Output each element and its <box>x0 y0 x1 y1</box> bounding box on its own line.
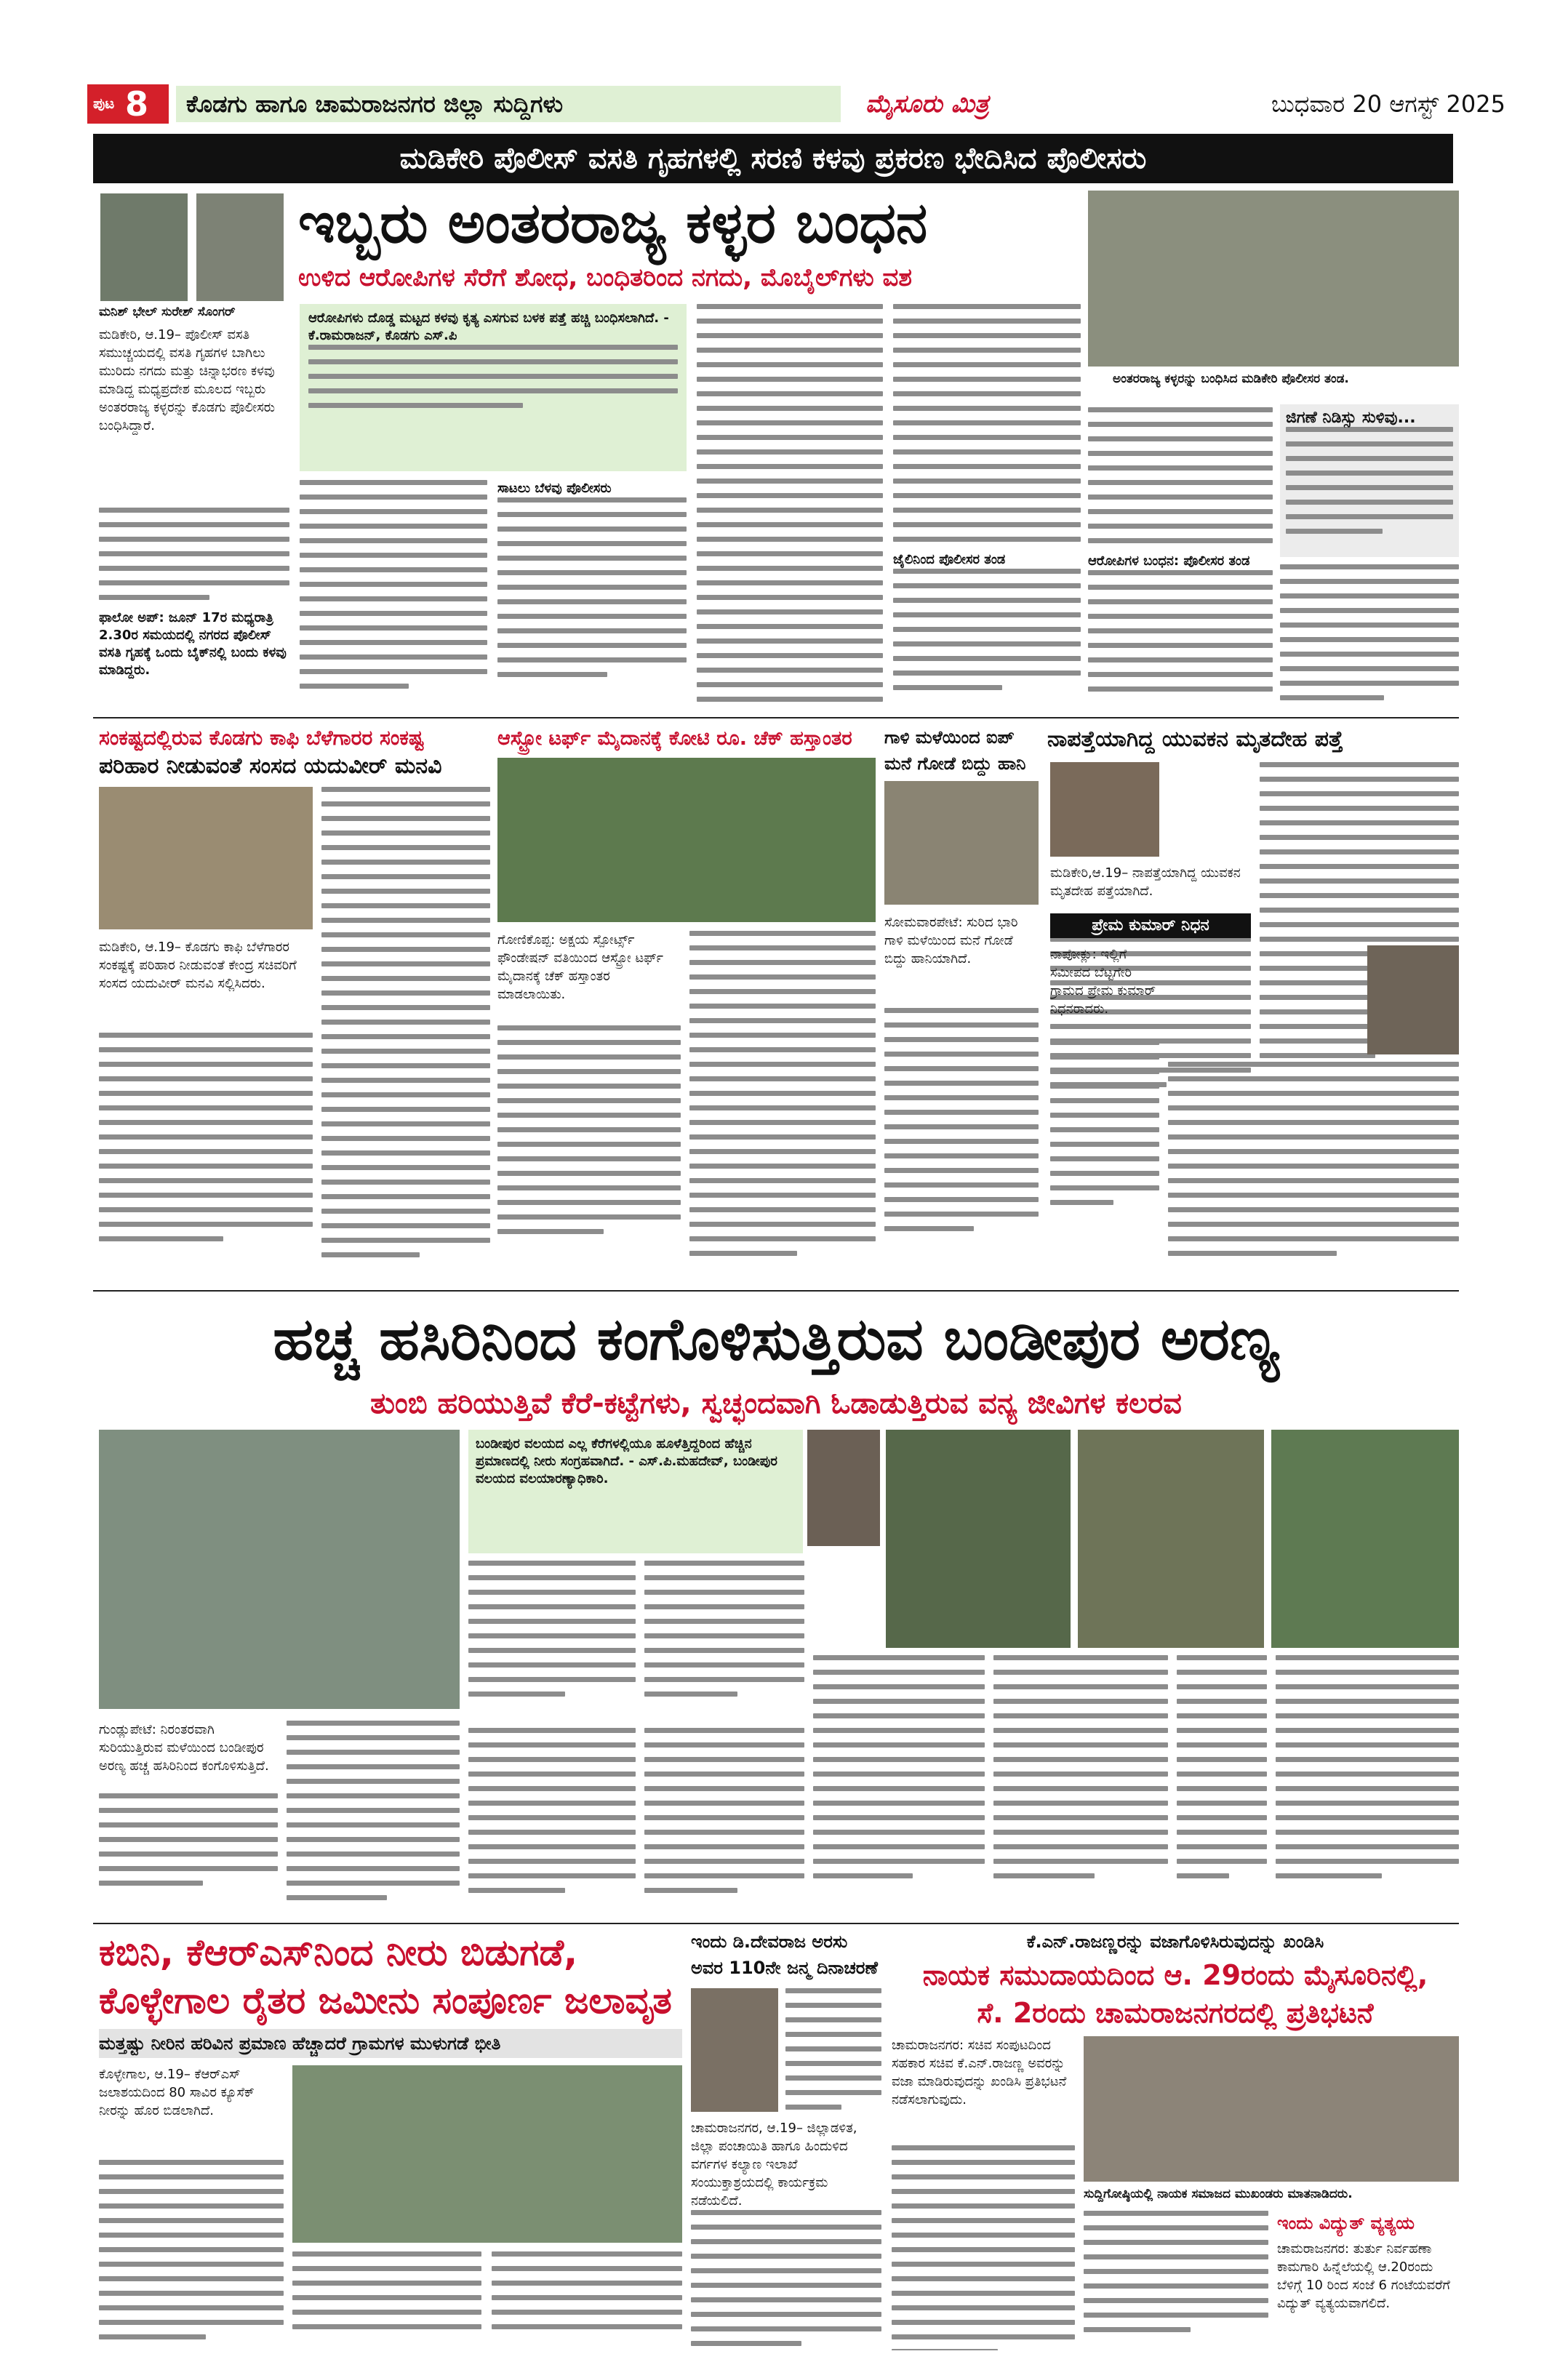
story8-side <box>785 1988 881 2112</box>
story9-lead: ಚಾಮರಾಜನಗರ: ಸಚಿವ ಸಂಪುಟದಿಂದ ಸಹಕಾರ ಸಚಿವ ಕೆ.ಎನ್.ರಾಜಣ್ಣ ಅವರನ್ನು ವಜಾ ಮಾಡಿರುವುದನ್ನು ಖಂಡಿಸಿ ಪ್ರತಿಭಟನೆ ನಡೆಸಲಾಗುವುದು. <box>892 2038 1067 2107</box>
page-number-box <box>87 84 169 124</box>
story6-quote: ಬಂಡೀಪುರ ವಲಯದ ಎಲ್ಲ ಕೆರೆಗಳಲ್ಲಿಯೂ ಹೂಳೆತ್ತಿದ್ದರಿಂದ ಹೆಚ್ಚಿನ ಪ್ರಮಾಣದಲ್ಲಿ ನೀರು ಸಂಗ್ರಹವಾಗಿದೆ. - ಎಸ್.ಪಿ.ಮಹದೇವ್, ಬಂಡೀಪುರ ವಲಯದ ವಲಯಾರಣ್ಯಾಧಿಕಾರಿ. <box>476 1436 777 1486</box>
story8-lead: ಚಾಮರಾಜನಗರ, ಆ.19– ಜಿಲ್ಲಾಡಳಿತ, ಜಿಲ್ಲಾ ಪಂಚಾಯಿತಿ ಹಾಗೂ ಹಿಂದುಳಿದ ವರ್ಗಗಳ ಕಲ್ಯಾಣ ಇಲಾಖೆ ಸಂಯುಕ್ತಾಶ್ರಯದಲ್ಲಿ ಕಾರ್ಯಕ್ರಮ ನಡೆಯಲಿದೆ. <box>691 2121 857 2209</box>
story1-subhead4: ಆರೋಪಿಗಳ ಬಂಧನ: ಪೊಲೀಸರ ತಂಡ <box>1088 553 1250 569</box>
story6-col7 <box>813 1655 985 1915</box>
story1-col1 <box>99 326 289 711</box>
story7-col3 <box>492 2251 682 2350</box>
page-label: ಪುಟ <box>93 95 115 112</box>
story6-col8 <box>993 1655 1168 1915</box>
story1-headline: ಇಬ್ಬರು ಅಂತರರಾಜ್ಯ ಕಳ್ಳರ ಬಂಧನ <box>298 191 928 256</box>
story6-col2 <box>644 1561 804 1721</box>
story1-followup: ಫಾಲೋ ಅಪ್: ಜೂನ್ 17ರ ಮಧ್ಯರಾತ್ರಿ 2.30ರ ಸಮಯದಲ್ಲಿ ನಗರದ ಪೊಲೀಸ್ ವಸತಿ ಗೃಹಕ್ಕೆ ಒಂದು ಬೈಕ್‌ನಲ್ಲಿ ಬಂದು ಕಳವು ಮಾಡಿದ್ದರು. <box>99 610 287 678</box>
page-number: 8 <box>125 84 149 124</box>
story4-headline: ಗಾಳಿ ಮಳೆಯಿಂದ ಐಪ್ <box>884 727 1015 748</box>
police-photo-caption: ಅಂತರರಾಜ್ಯ ಕಳ್ಳರನ್ನು ಬಂಧಿಸಿದ ಮಡಿಕೇರಿ ಪೊಲೀಸರ ತಂಡ. <box>1113 372 1349 386</box>
suspect-photo-1 <box>100 193 188 301</box>
story1-quote: ಆರೋಪಿಗಳು ದೊಡ್ಡ ಮಟ್ಟದ ಕಳವು ಕೃತ್ಯ ಎಸಗುವ ಬಳಕ ಪತ್ತೆ ಹಚ್ಚಿ ಬಂಧಿಸಲಾಗಿದೆ. - ಕೆ.ರಾಮರಾಜನ್, ಕೊಡಗು ಎಸ್.ಪಿ <box>308 311 669 343</box>
story5-headline: ನಾಪತ್ತೆಯಾಗಿದ್ದ ಯುವಕನ ಮೃತದೇಹ ಪತ್ತೆ <box>1047 726 1343 752</box>
story2-col1 <box>99 938 313 1283</box>
story10-col1 <box>1277 2240 1459 2350</box>
house-damage-photo <box>884 781 1039 905</box>
press-meet-caption: ಸುದ್ದಿಗೋಷ್ಠಿಯಲ್ಲಿ ನಾಯಕ ಸಮಾಜದ ಮುಖಂಡರು ಮಾತನಾಡಿದರು. <box>1084 2187 1353 2201</box>
story6-col10 <box>1276 1655 1459 1915</box>
story7-lead: ಕೊಳ್ಳೇಗಾಲ, ಆ.19– ಕೆಆರ್‌ಎಸ್ ಜಲಾಶಯದಿಂದ 80 ಸಾವಿರ ಕ್ಯೂಸೆಕ್ ನೀರನ್ನು ಹೊರ ಬಿಡಲಾಗಿದೆ. <box>99 2067 255 2118</box>
police-team-photo <box>1088 191 1459 367</box>
story4-headline2: ಮನೆ ಗೋಡೆ ಬಿದ್ದು ಹಾನಿ <box>884 753 1026 774</box>
story3-headline: ಆಸ್ಟ್ರೋ ಟರ್ಫ್ ಮೈದಾನಕ್ಕೆ ಕೋಟಿ ರೂ. ಚೆಕ್ ಹಸ್ತಾಂತರ <box>497 727 852 750</box>
mug-caption: ಮನಿಶ್ ಭೇಲ್ ಸುರೇಶ್ ಸೊಂಗರ್ <box>99 305 236 319</box>
story1-col4 <box>697 304 883 711</box>
story6-col4 <box>287 1721 460 1915</box>
forest-lake-photo <box>99 1430 460 1709</box>
story1-sidebar-title: ಜಿಗಣೆ ನಿಡಿಸ್ಸು ಸುಳಿವು... <box>1286 409 1416 427</box>
story5-lead: ಮಡಿಕೇರಿ,ಆ.19– ನಾಪತ್ತೆಯಾಗಿದ್ದ ಯುವಕನ ಮೃತದೇಹ ಪತ್ತೆಯಾಗಿದೆ. <box>1050 865 1241 899</box>
story1-col3 <box>497 480 687 711</box>
story1-col7 <box>1280 564 1459 711</box>
story6-col6 <box>644 1728 804 1915</box>
story3-lead: ಗೋಣಿಕೊಪ್ಪ: ಅಕ್ಷಯ ಸ್ಪೋರ್ಟ್ಸ್ ಫೌಂಡೇಷನ್ ವತಿಯಿಂದ ಆಸ್ಟ್ರೋ ಟರ್ಫ್ ಮೈದಾನಕ್ಕೆ ಚೆಕ್ ಹಸ್ತಾಂತರ ಮಾಡಲಾಯಿತು. <box>497 932 663 1002</box>
tiger-photo <box>886 1430 1071 1648</box>
story1-subhead2: ಸಾಟಲು ಬೆಳವು ಪೊಲೀಸರು <box>497 481 612 496</box>
press-meet-photo <box>1084 2036 1459 2182</box>
story6-col3 <box>99 1721 278 1915</box>
flooded-field-photo <box>292 2065 682 2243</box>
divider <box>93 717 1459 718</box>
forest-aerial-photo <box>1271 1430 1459 1648</box>
story4-col1 <box>884 913 1039 1283</box>
divider <box>93 1923 1459 1924</box>
obit-col2 <box>1168 1062 1459 1283</box>
story9-col1 <box>892 2036 1075 2350</box>
divider <box>93 1290 1459 1292</box>
story7-kicker: ಮತ್ತಷ್ಟು ನೀರಿನ ಹರಿವಿನ ಪ್ರಮಾಣ ಹೆಚ್ಚಾದರೆ ಗ್ರಾಮಗಳ ಮುಳುಗಡೆ ಭೀತಿ <box>99 2029 682 2058</box>
story1-sidebar <box>1280 404 1459 557</box>
astro-turf-photo <box>497 758 876 922</box>
story1-col5 <box>893 304 1081 711</box>
story2-headline: ಸಂಕಷ್ಟದಲ್ಲಿರುವ ಕೊಡಗು ಕಾಫಿ ಬೆಳೆಗಾರರ ಸಂಕಷ್ಟ <box>99 726 424 750</box>
leopard-photo <box>1078 1430 1264 1648</box>
section-title: ಕೊಡಗು ಹಾಗೂ ಚಾಮರಾಜನಗರ ಜಿಲ್ಲಾ ಸುದ್ದಿಗಳು <box>176 86 841 122</box>
story6-subhead: ತುಂಬಿ ಹರಿಯುತ್ತಿವೆ ಕೆರೆ-ಕಟ್ಟೆಗಳು, ಸ್ವಚ್ಛಂದವಾಗಿ ಓಡಾಡುತ್ತಿರುವ ವನ್ಯ ಜೀವಿಗಳ ಕಲರವ <box>370 1387 1182 1420</box>
obit-lead: ನಾಪೋಕ್ಲು: ಇಲ್ಲಿಗೆ ಸಮೀಪದ ಬೆಟ್ಟಗೇರಿ ಗ್ರಾಮದ ಪ್ರೇಮ ಕುಮಾರ್ ನಿಧನರಾದರು. <box>1050 947 1156 1017</box>
story9-col2 <box>1084 2211 1268 2350</box>
story6-col5 <box>468 1728 636 1915</box>
story9-headline2: ಸೆ. 2ರಂದು ಚಾಮರಾಜನಗರದಲ್ಲಿ ಪ್ರತಿಭಟನೆ <box>977 1997 1374 2029</box>
story7-headline2: ಕೊಳ್ಳೇಗಾಲ ರೈತರ ಜಮೀನು ಸಂಪೂರ್ಣ ಜಲಾವೃತ <box>99 1979 672 2022</box>
story8-headline: ಇಂದು ಡಿ.ದೇವರಾಜ ಅರಸು <box>691 1931 848 1952</box>
obit-photo <box>1367 945 1459 1054</box>
obit-title: ಪ್ರೇಮ ಕುಮಾರ್ ನಿಧನ <box>1050 913 1251 938</box>
story1-col2 <box>300 480 487 711</box>
story2-col2 <box>321 787 490 1283</box>
story1-banner: ಮಡಿಕೇರಿ ಪೊಲೀಸ್ ವಸತಿ ಗೃಹಗಳಲ್ಲಿ ಸರಣಿ ಕಳವು ಪ್ರಕರಣ ಭೇದಿಸಿದ ಪೊಲೀಸರು <box>93 134 1453 183</box>
suspect-photo-2 <box>196 193 284 301</box>
paper-logo: ಮೈಸೂರು ಮಿತ್ರ <box>865 89 989 119</box>
story1-subhead: ಉಳಿದ ಆರೋಪಿಗಳ ಸೆರೆಗೆ ಶೋಧ, ಬಂಧಿತರಿಂದ ನಗದು, ಮೊಬೈಲ್‌ಗಳು ವಶ <box>298 263 913 292</box>
story3-col2 <box>689 931 876 1283</box>
officer-photo <box>807 1430 880 1546</box>
story9-kicker: ಕೆ.ಎನ್.ರಾಜಣ್ಣರನ್ನು ವಜಾಗೊಳಿಸಿರುವುದನ್ನು ಖಂಡಿಸಿ <box>1026 1931 1324 1952</box>
story6-headline: ಹಚ್ಚ ಹಸಿರಿನಿಂದ ಕಂಗೊಳಿಸುತ್ತಿರುವ ಬಂಡೀಪುರ ಅರಣ್ಯ <box>273 1305 1279 1373</box>
story6-lead: ಗುಂಡ್ಲುಪೇಟೆ: ನಿರಂತರವಾಗಿ ಸುರಿಯುತ್ತಿರುವ ಮಳೆಯಿಂದ ಬಂಡೀಪುರ ಅರಣ್ಯ ಹಚ್ಚ ಹಸಿರಿನಿಂದ ಕಂಗೊಳಿಸುತ್ತಿದೆ. <box>99 1722 269 1774</box>
story10-lead: ಚಾಮರಾಜನಗರ: ತುರ್ತು ನಿರ್ವಹಣಾ ಕಾಮಗಾರಿ ಹಿನ್ನೆಲೆಯಲ್ಲಿ ಆ.20ರಂದು ಬೆಳಿಗ್ಗೆ 10 ರಿಂದ ಸಂಜೆ 6 ಗಂಟೆಯವರೆಗೆ ವಿದ್ಯುತ್ ವ್ಯತ್ಯಯವಾಗಲಿದೆ. <box>1277 2241 1450 2311</box>
obit-col1 <box>1050 945 1159 1283</box>
story6-col1 <box>468 1561 636 1721</box>
story1-subhead3: ಜೈಲಿನಿಂದ ಪೊಲೀಸರ ತಂಡ <box>893 552 1006 567</box>
story9-headline: ನಾಯಕ ಸಮುದಾಯದಿಂದ ಆ. 29ರಂದು ಮೈಸೂರಿನಲ್ಲಿ, <box>922 1959 1428 1991</box>
story4-lead: ಸೋಮವಾರಪೇಟೆ: ಸುರಿದ ಭಾರಿ ಗಾಳಿ ಮಳೆಯಿಂದ ಮನೆ ಗೋಡೆ ಬಿದ್ದು ಹಾನಿಯಾಗಿದೆ. <box>884 915 1018 966</box>
masthead <box>87 81 1505 125</box>
story2-lead: ಮಡಿಕೇರಿ, ಆ.19– ಕೊಡಗು ಕಾಫಿ ಬೆಳೆಗಾರರ ಸಂಕಷ್ಟಕ್ಕೆ ಪರಿಹಾರ ನೀಡುವಂತೆ ಕೇಂದ್ರ ಸಚಿವರಿಗೆ ಸಂಸದ ಯದುವೀರ್ ಮನವಿ ಸಲ್ಲಿಸಿದರು. <box>99 940 297 991</box>
story6-col9 <box>1177 1655 1267 1915</box>
devaraj-urs-photo <box>691 1988 778 2112</box>
story1-lead: ಮಡಿಕೇರಿ, ಆ.19– ಪೊಲೀಸ್ ವಸತಿ ಸಮುಚ್ಚಯದಲ್ಲಿ ವಸತಿ ಗೃಹಗಳ ಬಾಗಿಲು ಮುರಿದು ನಗದು ಮತ್ತು ಚಿನ್ನಾಭರಣ ಕಳವು ಮಾಡಿದ್ದ ಮಧ್ಯಪ್ರದೇಶ ಮೂಲದ ಇಬ್ಬರು ಅಂತರರಾಜ್ಯ ಕಳ್ಳರನ್ನು ಕೊಡಗು ಪೊಲೀಸರು ಬಂಧಿಸಿದ್ದಾರೆ. <box>99 327 276 433</box>
story10-headline: ಇಂದು ವಿದ್ಯುತ್ ವ್ಯತ್ಯಯ <box>1277 2213 1415 2233</box>
youth-photo <box>1050 762 1159 857</box>
story1-quote-box <box>300 304 687 471</box>
story8-headline2: ಅವರ 110ನೇ ಜನ್ಮ ದಿನಾಚರಣೆ <box>691 1958 878 1978</box>
story3-col1 <box>497 931 681 1283</box>
edition-date: ಬುಧವಾರ 20 ಆಗಸ್ಟ್ 2025 <box>1271 90 1505 118</box>
story7-col1 <box>99 2065 284 2350</box>
story6-quote-box <box>468 1430 803 1553</box>
story7-headline: ಕಬಿನಿ, ಕೆಆರ್‌ಎಸ್‌ನಿಂದ ನೀರು ಬಿಡುಗಡೆ, <box>99 1931 578 1974</box>
story7-col2 <box>292 2251 481 2350</box>
story2-headline2: ಪರಿಹಾರ ನೀಡುವಂತೆ ಸಂಸದ ಯದುವೀರ್ ಮನವಿ <box>99 753 442 779</box>
mp-petition-photo <box>99 787 313 929</box>
story1-col6 <box>1088 407 1273 711</box>
story8-col1 <box>691 2119 881 2350</box>
